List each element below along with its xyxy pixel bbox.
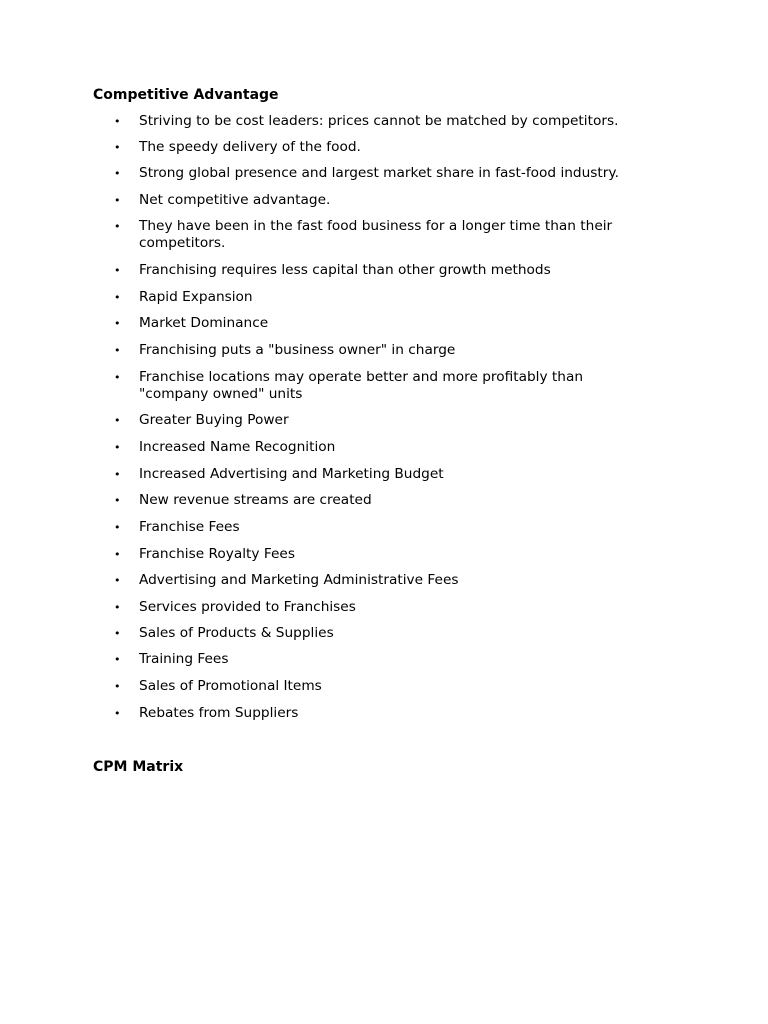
- bullet-icon: •: [114, 468, 121, 481]
- list-item-text: The speedy delivery of the food.: [139, 139, 361, 155]
- list-item: [114, 192, 654, 209]
- bullet-icon: •: [114, 548, 121, 561]
- list-item: [114, 678, 654, 695]
- list-item: [114, 439, 654, 456]
- bullet-icon: •: [114, 264, 121, 277]
- bullet-icon: •: [114, 494, 121, 507]
- bullet-icon: •: [114, 115, 121, 128]
- list-item-text: New revenue streams are created: [139, 492, 372, 508]
- list-item: [114, 165, 654, 182]
- list-item: [114, 651, 654, 668]
- list-item: [114, 599, 654, 616]
- list-item-text: Net competitive advantage.: [139, 192, 331, 208]
- list-item: [114, 625, 654, 642]
- list-item-text: Increased Name Recognition: [139, 439, 336, 455]
- list-item: [114, 289, 654, 306]
- list-item: [114, 519, 654, 536]
- list-item: [114, 113, 654, 130]
- bullet-icon: •: [114, 414, 121, 427]
- bullet-icon: •: [114, 627, 121, 640]
- list-item-text: Strong global presence and largest market share in fast-food industry.: [139, 165, 619, 181]
- list-item: [114, 546, 654, 563]
- bullet-icon: •: [114, 574, 121, 587]
- list-item: [114, 315, 654, 332]
- list-item-text: Market Dominance: [139, 315, 269, 331]
- list-item: [114, 218, 654, 252]
- list-item-text: Franchising requires less capital than other growth methods: [139, 262, 551, 278]
- list-item: [114, 572, 654, 589]
- list-item: [114, 492, 654, 509]
- bullet-icon: •: [114, 601, 121, 614]
- list-item-text: Sales of Products & Supplies: [139, 625, 334, 641]
- list-item-text: Rebates from Suppliers: [139, 705, 299, 721]
- list-item-text: Franchise Fees: [139, 519, 240, 535]
- list-item: [114, 262, 654, 279]
- list-item-text: Training Fees: [139, 651, 229, 667]
- bullet-icon: •: [114, 371, 121, 384]
- list-item-text: They have been in the fast food business for a longer time than their competitors.: [139, 218, 613, 251]
- list-item-text: Greater Buying Power: [139, 412, 289, 428]
- bullet-icon: •: [114, 707, 121, 720]
- list-item-text: Striving to be cost leaders: prices cannot be matched by competitors.: [139, 113, 619, 129]
- bullet-icon: •: [114, 220, 121, 233]
- list-item: [114, 369, 654, 403]
- bullet-icon: •: [114, 167, 121, 180]
- list-item: [114, 705, 654, 722]
- list-item-text: Advertising and Marketing Administrative Fees: [139, 572, 459, 588]
- bullet-icon: •: [114, 653, 121, 666]
- bullet-icon: •: [114, 680, 121, 693]
- list-item: [114, 466, 654, 483]
- list-item-text: Franchise Royalty Fees: [139, 546, 295, 562]
- list-item-text: Sales of Promotional Items: [139, 678, 322, 694]
- list-item: [114, 342, 654, 359]
- list-item: [114, 412, 654, 429]
- bullet-icon: •: [114, 441, 121, 454]
- list-item-text: Rapid Expansion: [139, 289, 253, 305]
- bullet-icon: •: [114, 194, 121, 207]
- bullet-icon: •: [114, 317, 121, 330]
- list-item-text: Franchising puts a "business owner" in charge: [139, 342, 456, 358]
- list-item-text: Services provided to Franchises: [139, 599, 356, 615]
- bullet-icon: •: [114, 141, 121, 154]
- bullet-icon: •: [114, 291, 121, 304]
- section-heading-competitive-advantage: Competitive Advantage: [93, 87, 279, 103]
- list-item: [114, 139, 654, 156]
- bullet-icon: •: [114, 521, 121, 534]
- bullet-icon: •: [114, 344, 121, 357]
- list-item-text: Franchise locations may operate better and more profitably than "company owned" units: [139, 369, 584, 402]
- list-item-text: Increased Advertising and Marketing Budget: [139, 466, 444, 482]
- section-heading-cpm-matrix: CPM Matrix: [93, 759, 184, 775]
